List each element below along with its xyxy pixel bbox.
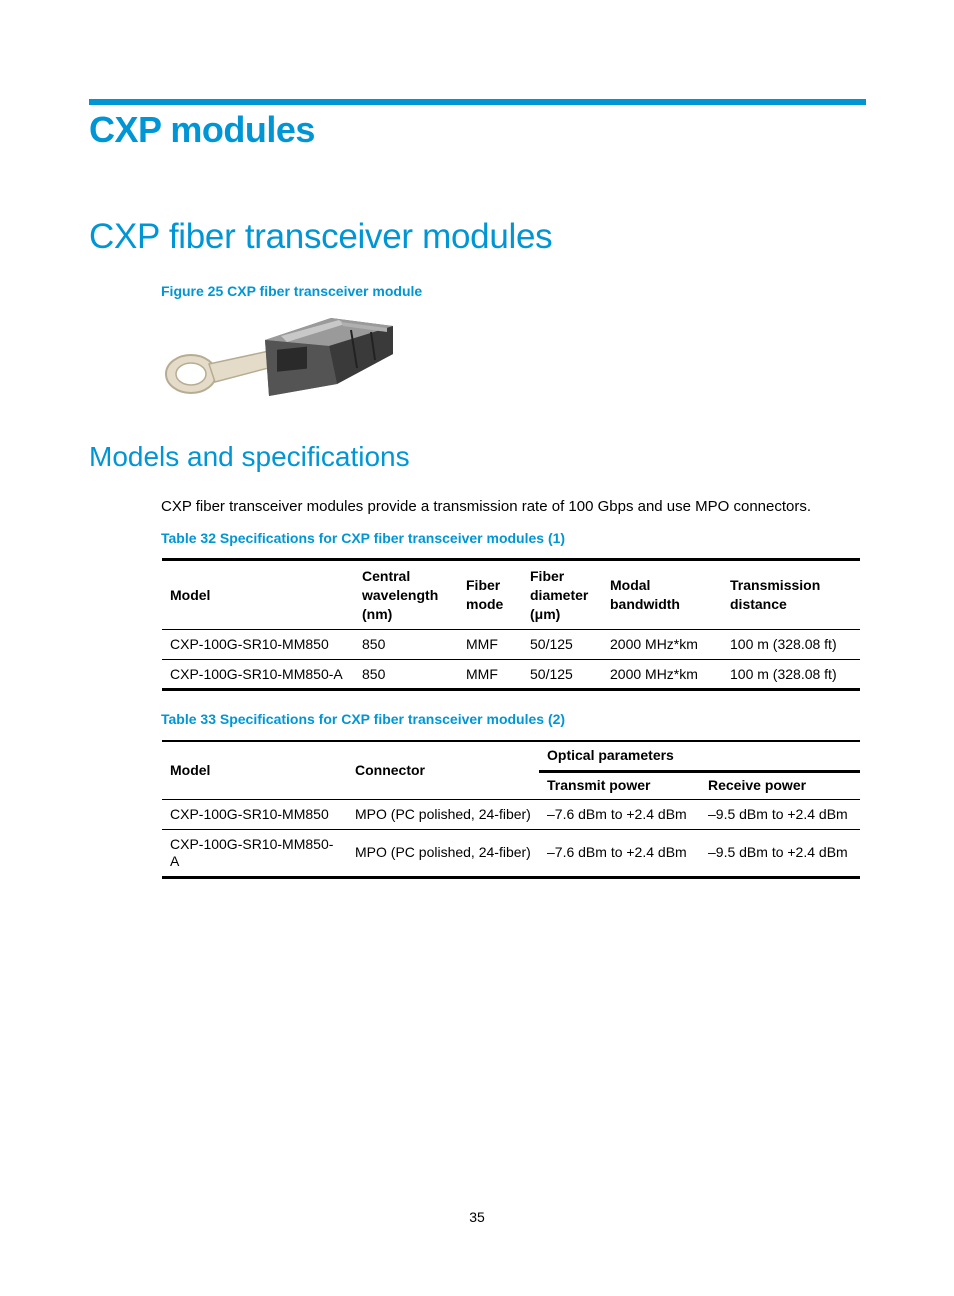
page-number: 35	[469, 1209, 485, 1225]
intro-paragraph: CXP fiber transceiver modules provide a transmission rate of 100 Gbps and use MPO connectors.	[161, 498, 812, 515]
table-cell: 50/125	[530, 665, 573, 682]
table-cell: MPO (PC polished, 24-fiber)	[355, 805, 531, 822]
table33-header-row	[162, 741, 860, 771]
table32-header-row	[162, 560, 860, 630]
table-cell: CXP-100G-SR10-MM850-A	[170, 665, 343, 682]
table32-header-cell: Central wavelength (nm)	[362, 567, 439, 622]
table-cell: 850	[362, 636, 386, 652]
table32-header-cell: Model	[170, 586, 211, 603]
table33-header-cell: Connector	[355, 761, 425, 778]
table33-header-cell: Receive power	[708, 777, 807, 793]
table-cell: 2000 MHz*km	[610, 636, 698, 652]
table-cell: MMF	[466, 665, 498, 682]
table-cell: 850	[362, 665, 386, 682]
table-cell: –7.6 dBm to +2.4 dBm	[547, 805, 687, 822]
chapter-title: CXP modules	[89, 109, 315, 150]
table-cell: 2000 MHz*km	[610, 665, 698, 682]
subsection-title: Models and specifications	[89, 441, 410, 472]
table-cell: 100 m (328.08 ft)	[730, 636, 837, 652]
table-cell: –9.5 dBm to +2.4 dBm	[708, 805, 848, 822]
table-cell: MPO (PC polished, 24-fiber)	[355, 844, 531, 860]
table32-header-cell: Fiber diameter (μm)	[530, 567, 589, 622]
table32-header-cell: Fiber mode	[466, 577, 504, 612]
table-cell: CXP-100G-SR10-MM850	[170, 805, 329, 822]
table33-header-cell: Transmit power	[547, 777, 651, 793]
table32-header-cell: Transmission distance	[730, 577, 821, 612]
table33-header-cell: Model	[170, 761, 211, 778]
table-cell: CXP-100G-SR10-MM850-A	[170, 835, 334, 869]
table-row	[162, 630, 860, 660]
cxp-transceiver-photo	[161, 310, 397, 402]
table-cell: –7.6 dBm to +2.4 dBm	[547, 844, 687, 860]
table33	[162, 740, 860, 879]
table-row	[162, 799, 860, 829]
table33-caption: Table 33 Specifications for CXP fiber transceiver modules (2)	[161, 711, 566, 727]
figure-caption: Figure 25 CXP fiber transceiver module	[161, 283, 423, 299]
table-row	[162, 660, 860, 690]
table-row	[162, 829, 860, 877]
table33-group-header: Optical parameters	[539, 741, 860, 771]
table32-caption: Table 32 Specifications for CXP fiber transceiver modules (1)	[161, 530, 566, 546]
chapter-rule	[89, 99, 866, 105]
table32	[162, 558, 860, 691]
table-cell: 100 m (328.08 ft)	[730, 665, 837, 682]
table-cell: 50/125	[530, 636, 573, 652]
section-title: CXP fiber transceiver modules	[89, 217, 553, 256]
table-cell: –9.5 dBm to +2.4 dBm	[708, 844, 848, 860]
table32-header-cell: Modal bandwidth	[610, 577, 680, 612]
cxp-transceiver-figure	[161, 310, 397, 402]
table-cell: CXP-100G-SR10-MM850	[170, 636, 329, 652]
table-cell: MMF	[466, 636, 498, 652]
